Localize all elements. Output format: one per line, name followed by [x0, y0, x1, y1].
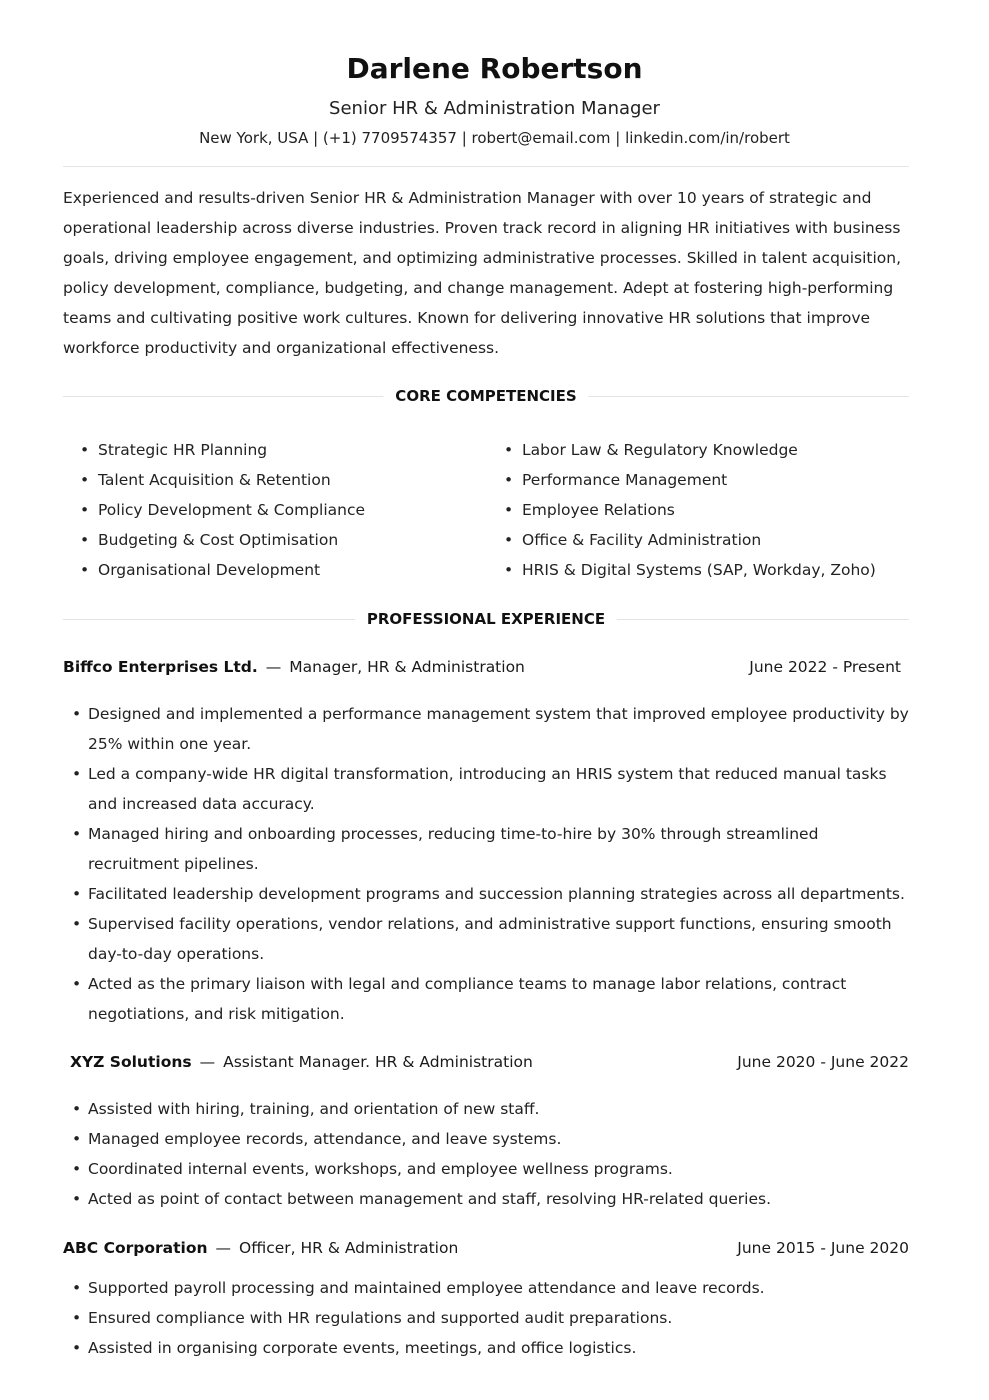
- competency-item: • HRIS & Digital Systems (SAP, Workday, Zoho): [504, 555, 876, 585]
- competency-item: • Talent Acquisition & Retention: [80, 465, 365, 495]
- em-dash: —: [265, 658, 282, 676]
- bullet-item: • Led a company-wide HR digital transformation, introducing an HRIS system that reduced manual tasks and increased data accuracy.: [72, 759, 912, 819]
- bullet-item: • Supported payroll processing and maintained employee attendance and leave records.: [72, 1273, 912, 1303]
- job-bullets: [72, 1273, 912, 1363]
- job-role: Officer, HR & Administration: [239, 1239, 459, 1257]
- bullet-item: • Acted as the primary liaison with legal and compliance teams to manage labor relations, contract negotiations, and risk mitigation.: [72, 969, 912, 1029]
- job-header: [70, 1053, 909, 1077]
- bullet-item: • Assisted with hiring, training, and orientation of new staff.: [72, 1094, 912, 1124]
- bullet-item: • Ensured compliance with HR regulations and supported audit preparations.: [72, 1303, 912, 1333]
- competency-item: • Budgeting & Cost Optimisation: [80, 525, 365, 555]
- candidate-title: Senior HR & Administration Manager: [329, 98, 660, 119]
- bullet-item: • Acted as point of contact between management and staff, resolving HR-related queries.: [72, 1184, 912, 1214]
- job-dates: June 2015 - June 2020: [737, 1239, 909, 1257]
- company-name: ABC Corporation: [63, 1239, 208, 1257]
- job-dates: June 2022 - Present: [749, 658, 901, 676]
- bullet-item: • Managed employee records, attendance, and leave systems.: [72, 1124, 912, 1154]
- section-title: PROFESSIONAL EXPERIENCE: [355, 610, 617, 628]
- core-competencies-heading: [63, 387, 909, 407]
- bullet-item: • Supervised facility operations, vendor relations, and administrative support functions, ensuring smooth day-to-day operations.: [72, 909, 912, 969]
- competency-item: • Office & Facility Administration: [504, 525, 876, 555]
- job-role: Assistant Manager. HR & Administration: [223, 1053, 533, 1071]
- bullet-item: • Assisted in organising corporate events, meetings, and office logistics.: [72, 1333, 912, 1363]
- job-header: [63, 658, 909, 682]
- job-dates: June 2020 - June 2022: [737, 1053, 909, 1071]
- competency-item: • Labor Law & Regulatory Knowledge: [504, 435, 876, 465]
- bullet-item: • Coordinated internal events, workshops, and employee wellness programs.: [72, 1154, 912, 1184]
- competencies-right-list: [504, 435, 876, 585]
- competency-item: • Strategic HR Planning: [80, 435, 365, 465]
- em-dash: —: [215, 1239, 232, 1257]
- competency-item: • Policy Development & Compliance: [80, 495, 365, 525]
- bullet-item: • Facilitated leadership development programs and succession planning strategies across all departments.: [72, 879, 912, 909]
- bullet-item: • Managed hiring and onboarding processes, reducing time-to-hire by 30% through streamlined recruitment pipelines.: [72, 819, 912, 879]
- candidate-name: Darlene Robertson: [346, 52, 643, 85]
- em-dash: —: [199, 1053, 216, 1071]
- job-bullets: [72, 1094, 912, 1214]
- company-name: Biffco Enterprises Ltd.: [63, 658, 258, 676]
- bullet-item: • Designed and implemented a performance management system that improved employee productivity by 25% within one year.: [72, 699, 912, 759]
- competency-item: • Performance Management: [504, 465, 876, 495]
- professional-experience-heading: [63, 610, 909, 630]
- competency-item: • Employee Relations: [504, 495, 876, 525]
- job-bullets: [72, 699, 912, 1029]
- competencies-left-list: [80, 435, 365, 585]
- company-name: XYZ Solutions: [70, 1053, 192, 1071]
- job-role: Manager, HR & Administration: [289, 658, 525, 676]
- job-header: [63, 1239, 909, 1263]
- header-divider: [63, 166, 909, 167]
- professional-summary: Experienced and results-driven Senior HR & Administration Manager with over 10 years of strategic and operational leadership across diverse industries. Proven track record in aligning HR initiatives with business goals, driving employee engagement, and optimizing administrative processes. Skilled in talent acquisition, policy development, compliance, budgeting, and change management. Adept at fostering high-performing teams and cultivating positive work cultures. Known for delivering innovative HR solutions that improve workforce productivity and organizational effectiveness.: [63, 189, 902, 357]
- contact-line: New York, USA | (+1) 7709574357 | robert@email.com | linkedin.com/in/robert: [199, 129, 790, 147]
- competency-item: • Organisational Development: [80, 555, 365, 585]
- section-title: CORE COMPETENCIES: [383, 387, 588, 405]
